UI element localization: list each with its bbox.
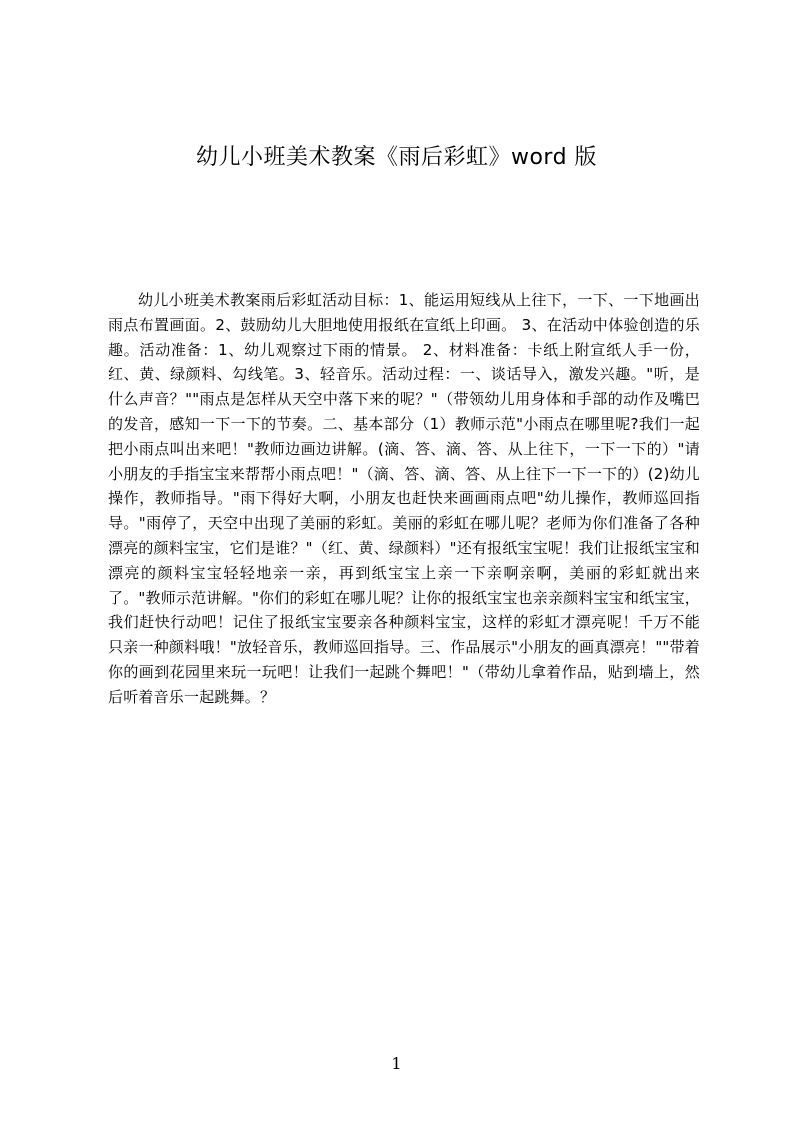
page-title: 幼儿小班美术教案《雨后彩虹》word 版 bbox=[195, 145, 598, 170]
page-number: 1 bbox=[391, 1054, 402, 1073]
body-paragraph: 幼儿小班美术教案雨后彩虹活动目标：1、能运用短线从上往下，一下、一下地画出雨点布置画面。2、鼓励幼儿大胆地使用报纸在宣纸上印画。 3、在活动中体验创造的乐趣。活动准备：1、幼儿观察过下雨的情景。 2、材料准备：卡纸上附宣纸人手一份，红、黄、绿颜料、勾线笔。3、轻音乐。活动过程：一、谈话导入，激发兴趣。"听，是什么声音？""雨点是怎样从天空中落下来的呢？"（带领幼儿用身体和手部的动作及嘴巴的发音，感知一下一下的节奏。二、基本部分（1）教师示范"小雨点在哪里呢?我们一起把小雨点叫出来吧！"教师边画边讲解。(滴、答、滴、答、从上往下，一下一下的）"请小朋友的手指宝宝来帮帮小雨点吧！"（滴、答、滴、答、从上往下一下一下的）(2)幼儿操作，教师指导。"雨下得好大啊，小朋友也赶快来画画雨点吧"幼儿操作，教师巡回指导。"雨停了，天空中出现了美丽的彩虹。美丽的彩虹在哪儿呢？老师为你们准备了各种漂亮的颜料宝宝，它们是谁？"（红、黄、绿颜料）"还有报纸宝宝呢！我们让报纸宝宝和漂亮的颜料宝宝轻轻地亲一亲，再到纸宝宝上亲一下亲啊亲啊，美丽的彩虹就出来了。"教师示范讲解。"你们的彩虹在哪儿呢？让你的报纸宝宝也亲亲颜料宝宝和纸宝宝，我们赶快行动吧！记住了报纸宝宝要亲各种颜料宝宝，这样的彩虹才漂亮呢！千万不能只亲一种颜料哦！"放轻音乐，教师巡回指导。三、作品展示"小朋友的画真漂亮！""带着你的画到花园里来玩一玩吧！让我们一起跳个舞吧！"（带幼儿拿着作品，贴到墙上，然后听着音乐一起跳舞。？ bbox=[108, 291, 700, 706]
